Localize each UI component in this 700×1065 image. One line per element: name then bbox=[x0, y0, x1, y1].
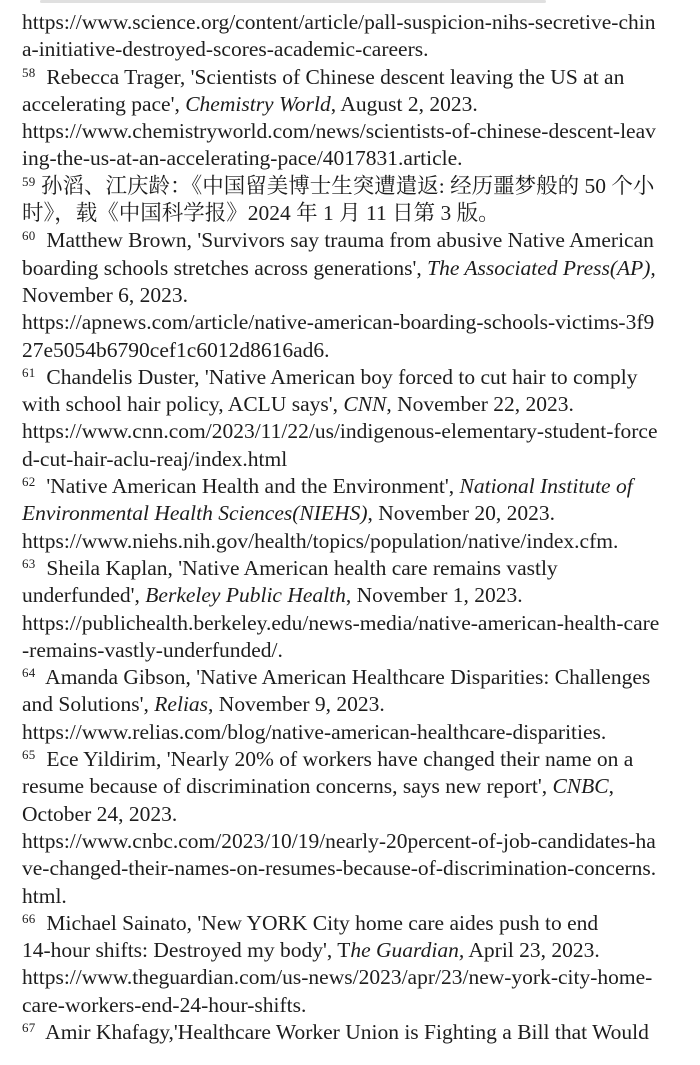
reference-text-run: 时》，载《中国科学报》2024 年 1 月 11 日第 3 版。 bbox=[22, 201, 500, 226]
reference-text-run: , August 2, 2023. bbox=[330, 91, 478, 116]
footnote-number: 65 bbox=[22, 747, 36, 763]
reference-text-run: with school hair policy, ACLU says', bbox=[22, 392, 344, 417]
reference-line bbox=[22, 36, 682, 63]
reference-text-run: 孙滔、江庆龄：《中国留美博士生突遭遣返: 经历噩梦般的 50 个小 bbox=[35, 173, 655, 198]
reference-line bbox=[22, 145, 682, 172]
reference-line bbox=[22, 582, 682, 609]
reference-line bbox=[22, 64, 682, 91]
reference-text-run: boarding schools stretches across generations', bbox=[22, 255, 428, 280]
reference-line bbox=[22, 391, 682, 418]
reference-text-run: Chandelis Duster, 'Native American boy forced to cut hair to comply bbox=[35, 364, 638, 389]
reference-text-run: , November 9, 2023. bbox=[208, 692, 385, 717]
reference-line bbox=[22, 337, 682, 364]
reference-line bbox=[22, 9, 682, 36]
reference-text-run: https://www.cnbc.com/2023/10/19/nearly-20percent-of-job-candidates-ha bbox=[22, 828, 656, 853]
reference-line bbox=[22, 446, 682, 473]
reference-text-run: resume because of discrimination concerns, says new report', bbox=[22, 774, 553, 799]
reference-text-run: Michael Sainato, 'New YORK City home care aides push to end bbox=[35, 910, 599, 935]
reference-text-run: care-workers-end-24-hour-shifts. bbox=[22, 992, 307, 1017]
footnote-number: 60 bbox=[22, 228, 36, 244]
reference-text-run: Rebecca Trager, 'Scientists of Chinese descent leaving the US at an bbox=[35, 64, 625, 89]
reference-text-run: October 24, 2023. bbox=[22, 801, 178, 826]
reference-line bbox=[22, 473, 682, 500]
reference-text-run: d-cut-hair-aclu-reaj/index.html bbox=[22, 446, 288, 471]
reference-line bbox=[22, 500, 682, 527]
reference-line bbox=[22, 637, 682, 664]
reference-line bbox=[22, 309, 682, 336]
source-name: he Guardian, bbox=[350, 938, 465, 963]
source-name: Relias bbox=[154, 692, 209, 717]
reference-line bbox=[22, 801, 682, 828]
reference-text-run: 27e5054b6790cef1c6012d8616ad6. bbox=[22, 337, 330, 362]
reference-line bbox=[22, 173, 682, 200]
reference-line bbox=[22, 364, 682, 391]
reference-text-run: underfunded', bbox=[22, 583, 146, 608]
reference-line bbox=[22, 528, 682, 555]
reference-text-run: , November 20, 2023. bbox=[367, 501, 555, 526]
reference-text-run: , bbox=[608, 774, 614, 799]
reference-text-run: a-initiative-destroyed-scores-academic-careers. bbox=[22, 37, 429, 62]
reference-text-run: 'Native American Health and the Environment', bbox=[35, 474, 460, 499]
footnote-number: 63 bbox=[22, 555, 36, 571]
reference-line bbox=[22, 200, 682, 227]
cropped-line-remnant bbox=[40, 0, 546, 3]
reference-line bbox=[22, 773, 682, 800]
reference-text-run: , November 1, 2023. bbox=[345, 583, 523, 608]
reference-line bbox=[22, 227, 682, 254]
reference-line bbox=[22, 610, 682, 637]
reference-line bbox=[22, 691, 682, 718]
reference-text-run: ve-changed-their-names-on-resumes-because-of-discrimination-concerns. bbox=[22, 856, 657, 881]
reference-line bbox=[22, 1019, 682, 1046]
reference-text-run: Amanda Gibson, 'Native American Healthcare Disparities: Challenges bbox=[35, 665, 651, 690]
reference-text-run: https://www.chemistryworld.com/news/scientists-of-chinese-descent-leav bbox=[22, 119, 656, 144]
reference-line bbox=[22, 282, 682, 309]
reference-line bbox=[22, 910, 682, 937]
footnote-number: 62 bbox=[22, 474, 36, 490]
reference-text-run: https://www.relias.com/blog/native-american-healthcare-disparities. bbox=[22, 719, 607, 744]
reference-text-run: April 23, 2023. bbox=[464, 938, 600, 963]
reference-text-run: html. bbox=[22, 883, 67, 908]
reference-text-run: 14-hour shifts: Destroyed my body', T bbox=[22, 938, 351, 963]
reference-text-run: Matthew Brown, 'Survivors say trauma from abusive Native American bbox=[35, 228, 654, 253]
footnote-number: 59 bbox=[22, 173, 36, 189]
reference-text-run: https://apnews.com/article/native-american-boarding-schools-victims-3f9 bbox=[22, 310, 655, 335]
reference-text-run: -remains-vastly-underfunded/. bbox=[22, 637, 283, 662]
source-name: Berkeley Public Health bbox=[145, 583, 346, 608]
reference-text-run: and Solutions', bbox=[22, 692, 155, 717]
reference-line bbox=[22, 91, 682, 118]
source-name: Environmental Health Sciences(NIEHS) bbox=[22, 501, 368, 526]
footnote-number: 66 bbox=[22, 910, 36, 926]
reference-text-run: https://www.theguardian.com/us-news/2023/apr/23/new-york-city-home- bbox=[22, 965, 653, 990]
reference-text-run: , November 22, 2023. bbox=[386, 392, 574, 417]
reference-text-run: Ece Yildirim, 'Nearly 20% of workers have changed their name on a bbox=[35, 747, 634, 772]
reference-line bbox=[22, 855, 682, 882]
reference-line bbox=[22, 746, 682, 773]
reference-line bbox=[22, 883, 682, 910]
reference-line bbox=[22, 828, 682, 855]
footnote-number: 64 bbox=[22, 665, 36, 681]
source-name: The Associated Press(AP), bbox=[427, 255, 656, 280]
reference-text-run: https://www.cnn.com/2023/11/22/us/indigenous-elementary-student-force bbox=[22, 419, 658, 444]
source-name: National Institute of bbox=[459, 474, 633, 499]
reference-text-run: Amir Khafagy,'Healthcare Worker Union is Fighting a Bill that Would bbox=[35, 1019, 649, 1044]
reference-line bbox=[22, 937, 682, 964]
reference-text-run: ing-the-us-at-an-accelerating-pace/4017831.article. bbox=[22, 146, 463, 171]
reference-line bbox=[22, 118, 682, 145]
reference-text-run: Sheila Kaplan, 'Native American health care remains vastly bbox=[35, 555, 558, 580]
reference-text-run: https://publichealth.berkeley.edu/news-media/native-american-health-care bbox=[22, 610, 660, 635]
reference-list bbox=[22, 9, 682, 1046]
reference-line bbox=[22, 255, 682, 282]
reference-line bbox=[22, 555, 682, 582]
source-name: CNN bbox=[343, 392, 387, 417]
reference-text-run: November 6, 2023. bbox=[22, 282, 188, 307]
reference-line bbox=[22, 719, 682, 746]
reference-line bbox=[22, 992, 682, 1019]
reference-text-run: https://www.niehs.nih.gov/health/topics/population/native/index.cfm. bbox=[22, 528, 619, 553]
reference-line bbox=[22, 964, 682, 991]
reference-line bbox=[22, 418, 682, 445]
reference-line bbox=[22, 664, 682, 691]
footnote-number: 67 bbox=[22, 1019, 36, 1035]
reference-text-run: accelerating pace', bbox=[22, 91, 186, 116]
reference-text-run: https://www.science.org/content/article/pall-suspicion-nihs-secretive-chin bbox=[22, 10, 656, 34]
source-name: Chemistry World bbox=[185, 91, 331, 116]
footnote-number: 61 bbox=[22, 364, 36, 380]
footnote-number: 58 bbox=[22, 64, 36, 80]
source-name: CNBC bbox=[552, 774, 609, 799]
